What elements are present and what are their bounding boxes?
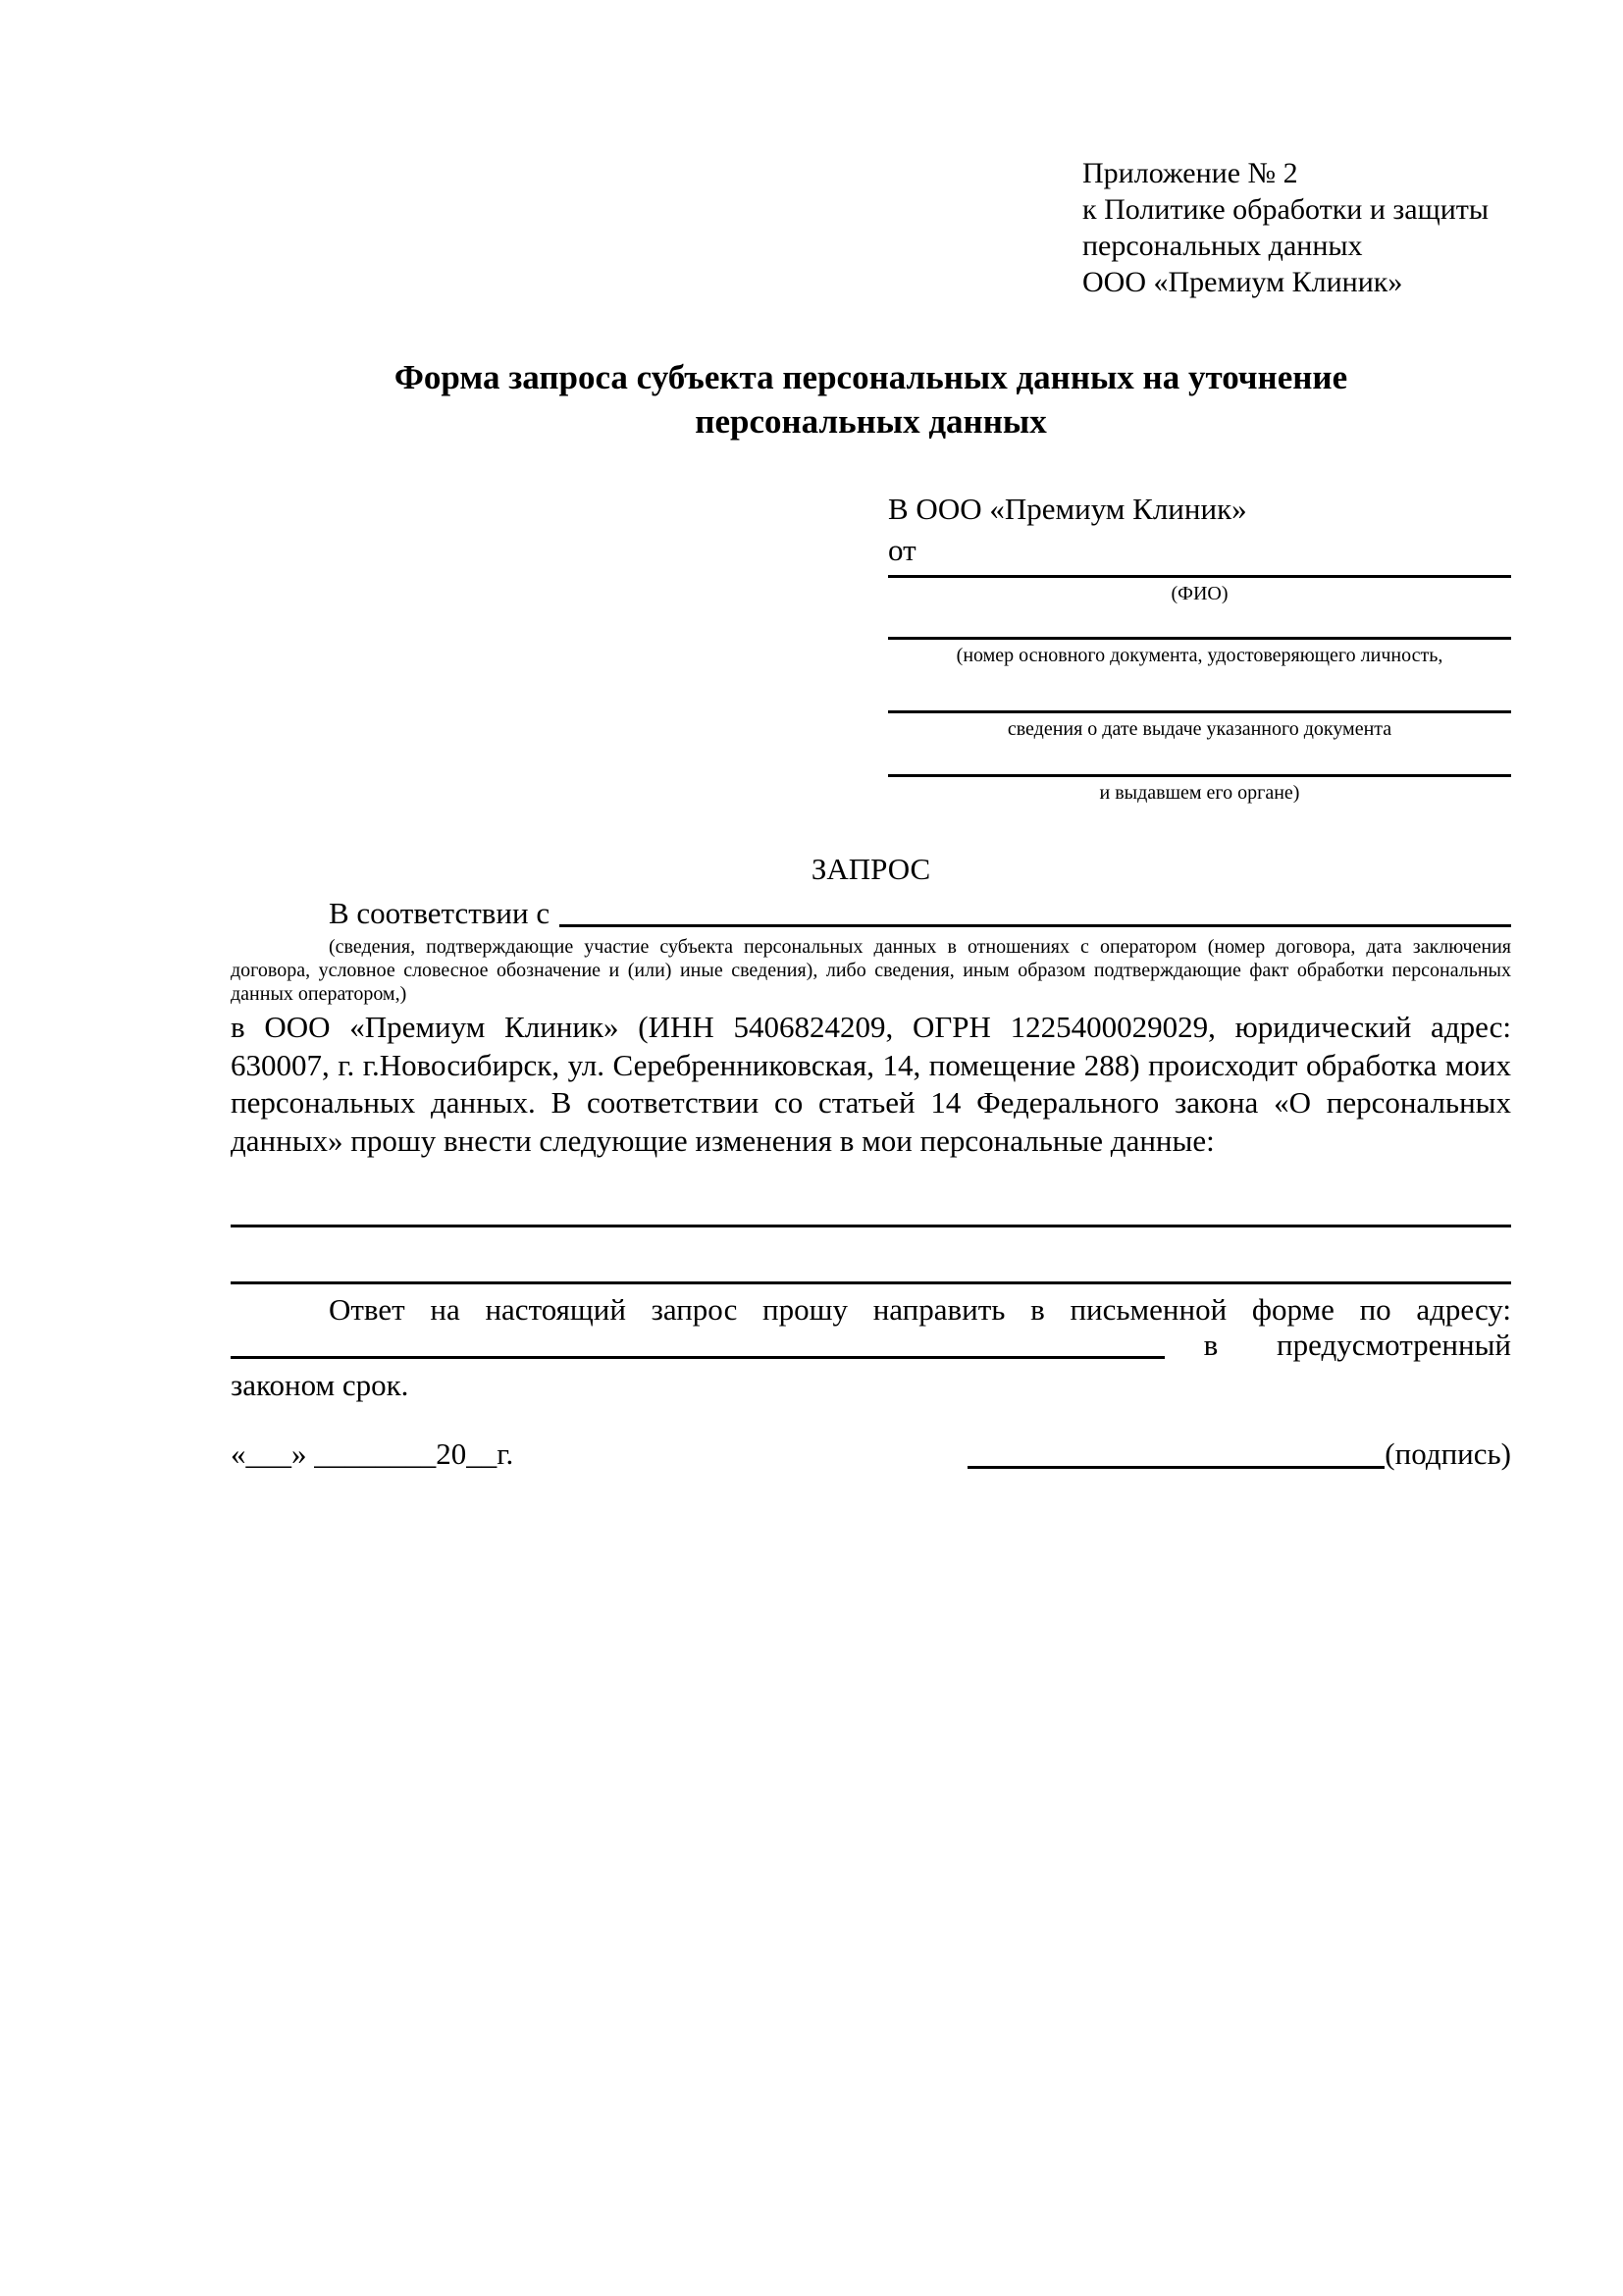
page-title-text: Форма запроса субъекта персональных данных на уточнение персональных данных: [393, 358, 1348, 441]
header-block: [1082, 155, 1489, 300]
fio-caption: (ФИО): [1171, 583, 1229, 604]
id-doc-caption-1: (номер основного документа, удостоверяющего личность,: [956, 645, 1443, 666]
changes-blank-line-2: [231, 1281, 1511, 1284]
header-line-2: к Политике обработки и защиты: [1082, 193, 1490, 226]
header-line-3: персональных данных: [1082, 230, 1363, 262]
reply-end-text: законом срок.: [231, 1368, 409, 1402]
intro-blank-line: [559, 924, 1511, 927]
reply-paragraph: Ответ на настоящий запрос прошу направить в письменной форме по адресу:: [329, 1292, 1511, 1327]
id-doc-caption-3: и выдавшем его органе): [1099, 782, 1300, 804]
intro-row: [231, 895, 1511, 932]
id-doc-blank-line-1: [888, 637, 1511, 667]
signature-row: [231, 1435, 1511, 1474]
addressee-block: [888, 489, 1247, 571]
date-line: «___» ________20__г.: [231, 1436, 514, 1471]
header-line-1: Приложение № 2: [1082, 157, 1298, 189]
request-heading: ЗАПРОС: [811, 852, 931, 886]
intro-text: В соответствии с: [329, 896, 550, 930]
changes-blank-line-1: [231, 1225, 1511, 1227]
address-blank-line: [231, 1356, 1165, 1359]
signature-blank-line: [968, 1466, 1385, 1469]
id-doc-caption-2: сведения о дате выдаче указанного документа: [1007, 718, 1392, 740]
addressee-to: В ООО «Премиум Клиник»: [888, 492, 1247, 526]
request-body: в ООО «Премиум Клиник» (ИНН 5406824209, ОГРН 1225400029029, юридический адрес: 630007, г. г.Новосибирск, ул. Серебренниковская, 14, помещение 288) происходит обработка моих персональных данных. В соответствии со статьей 14 Федерального закона «О персональных данных» прошу внести следующие изменения в мои персональные данные:: [231, 1010, 1511, 1158]
addressee-from-label: от: [888, 533, 916, 567]
page-title: [231, 355, 1511, 444]
header-line-4: ООО «Премиум Клиник»: [1082, 266, 1403, 298]
intro-note: (сведения, подтверждающие участие субъекта персональных данных в отношениях с оператором (номер договора, дата заключения договора, условное словесное обозначение и (или) иные сведения), либо сведения, иным образом подтверждающие факт обработки персональных данных оператором,): [231, 936, 1511, 1005]
reply-tail-text: в предусмотренный: [1203, 1328, 1511, 1362]
reply-address-row: [231, 1327, 1511, 1364]
id-doc-blank-line-3: [888, 774, 1511, 805]
id-doc-blank-line-2: [888, 710, 1511, 741]
signature-caption: (подпись): [1385, 1436, 1511, 1471]
fio-blank-line: [888, 575, 1511, 605]
